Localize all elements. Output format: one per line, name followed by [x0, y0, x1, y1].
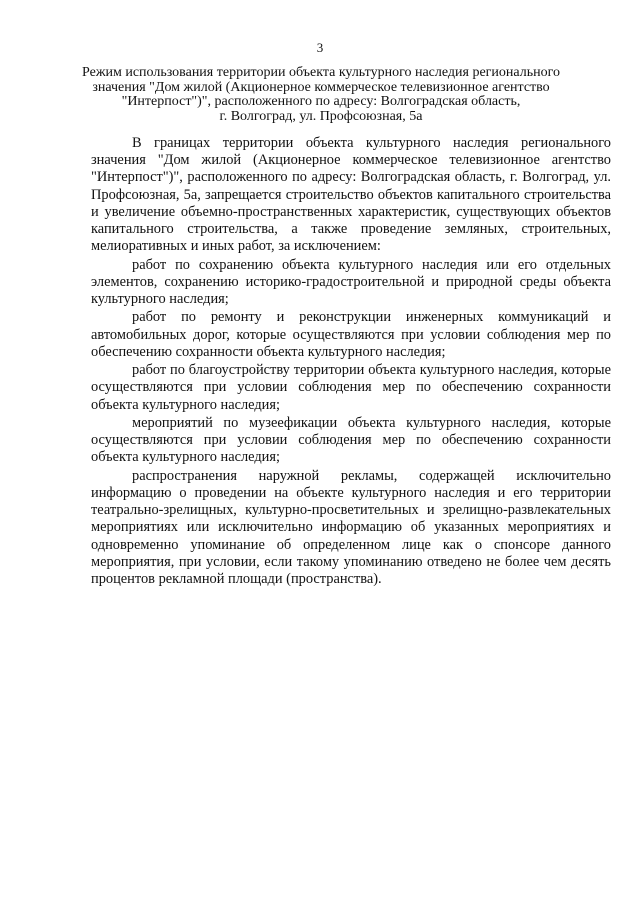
title-line: значения "Дом жилой (Акционерное коммерческое телевизионное агентство: [92, 79, 550, 95]
title-line: "Интерпост")", расположенного по адресу: Волгоградская область,: [121, 94, 521, 109]
page-number: 3: [316, 40, 324, 55]
document-body: [91, 135, 611, 589]
document-title: [80, 66, 562, 124]
title-line: Режим использования территории объекта культурного наследия регионального: [82, 65, 560, 80]
intro-paragraph: В границах территории объекта культурного наследия регионального значения "Дом жилой (Акционерное коммерческое телевизионное агентство "Интерпост")", расположенного по адресу: Волгоградская область, г. Волгоград, ул. Профсоюзная, 5а, запрещается строительство объектов капитального строительства и увеличение объемно-пространственных характеристик, существующих объектов капитального строительства, а также проведение земляных, строительных, мелиоративных и иных работ, за исключением:: [91, 135, 611, 255]
title-line: г. Волгоград, ул. Профсоюзная, 5а: [219, 108, 423, 124]
exception-item: распространения наружной рекламы, содержащей исключительно информацию о проведении на объекте культурного наследия и его территории театрально-зрелищных, культурно-просветительных и зрелищно-развлекательных мероприятиях или исключительно информацию об указанных мероприятиях и одновременно упоминание об определенном лице как о спонсоре данного мероприятия, при условии, если такому упоминанию отведено не более чем десять процентов рекламной площади (пространства).: [91, 467, 611, 588]
exception-item: мероприятий по музеефикации объекта культурного наследия, которые осуществляются при условии соблюдения мер по обеспечению сохранности объекта культурного наследия;: [91, 415, 611, 466]
exception-item: работ по благоустройству территории объекта культурного наследия, которые осуществляются при условии соблюдения мер по обеспечению сохранности объекта культурного наследия;: [91, 362, 611, 413]
exception-item: работ по ремонту и реконструкции инженерных коммуникаций и автомобильных дорог, которые осуществляются при условии соблюдения мер по обеспечению сохранности объекта культурного наследия;: [91, 309, 611, 360]
exception-item: работ по сохранению объекта культурного наследия или его отдельных элементов, сохранению историко-градостроительной и природной среды объекта культурного наследия;: [91, 256, 611, 308]
